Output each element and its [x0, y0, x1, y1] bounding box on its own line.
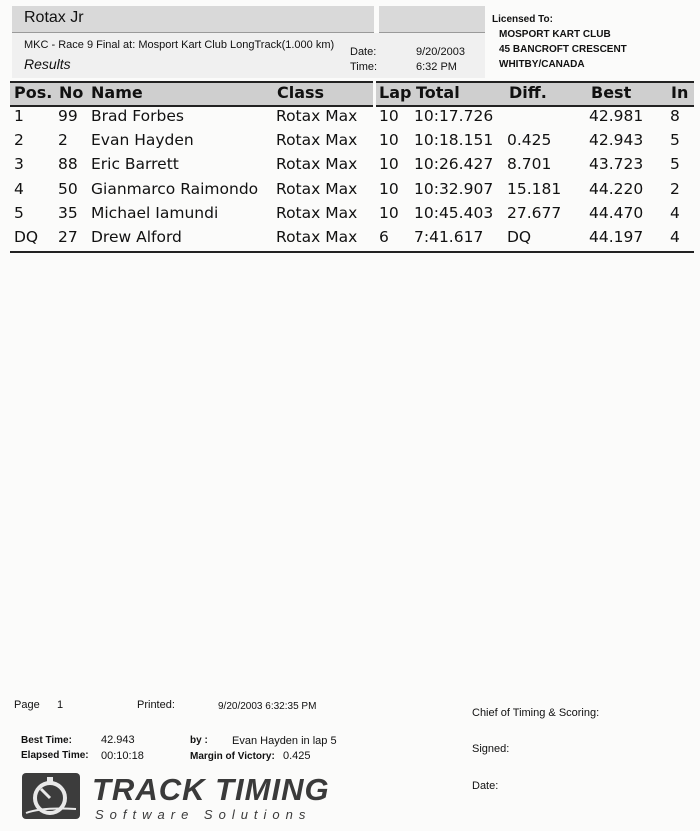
cell-pos: DQ — [14, 228, 39, 246]
cell-in: 8 — [670, 107, 680, 125]
cell-in: 5 — [670, 131, 680, 149]
cell-diff: 27.677 — [507, 204, 562, 222]
signed-label: Signed: — [472, 743, 510, 755]
cell-name: Gianmarco Raimondo — [91, 180, 259, 198]
col-pos-header: Pos. — [14, 83, 53, 102]
stopwatch-logo-icon — [22, 773, 80, 819]
printed-value: 9/20/2003 6:32:35 PM — [218, 701, 317, 712]
cell-name: Evan Hayden — [91, 131, 194, 149]
cell-diff: 0.425 — [507, 131, 552, 149]
cell-no: 88 — [58, 155, 78, 173]
cell-pos: 1 — [14, 107, 24, 125]
results-label: Results — [24, 56, 71, 72]
col-class-header: Class — [277, 83, 325, 102]
cell-lap: 10 — [379, 107, 399, 125]
cell-best: 44.470 — [589, 204, 644, 222]
cell-total: 7:41.617 — [414, 228, 484, 246]
cell-class: Rotax Max — [276, 180, 358, 198]
cell-lap: 10 — [379, 180, 399, 198]
margin-label: Margin of Victory: — [190, 751, 275, 762]
cell-diff: 15.181 — [507, 180, 562, 198]
cell-pos: 2 — [14, 131, 24, 149]
footer-date-label: Date: — [472, 780, 499, 792]
cell-in: 5 — [670, 155, 680, 173]
date-label: Date: — [350, 46, 377, 58]
col-best-header: Best — [591, 83, 632, 102]
cell-total: 10:45.403 — [414, 204, 494, 222]
cell-name: Eric Barrett — [91, 155, 179, 173]
cell-lap: 6 — [379, 228, 389, 246]
cell-best: 43.723 — [589, 155, 644, 173]
cell-name: Drew Alford — [91, 228, 182, 246]
club-address: 45 BANCROFT CRESCENT — [499, 44, 627, 55]
cell-best: 44.220 — [589, 180, 644, 198]
best-time-label: Best Time: — [21, 735, 72, 746]
time-value: 6:32 PM — [416, 61, 457, 73]
col-in-header: In — [671, 83, 689, 102]
cell-class: Rotax Max — [276, 155, 358, 173]
cell-class: Rotax Max — [276, 204, 358, 222]
cell-total: 10:18.151 — [414, 131, 494, 149]
cell-total: 10:17.726 — [414, 107, 494, 125]
table-row — [0, 204, 700, 228]
col-no-header: No — [59, 83, 84, 102]
title-bar-extension — [379, 6, 485, 33]
cell-total: 10:32.907 — [414, 180, 494, 198]
table-row — [0, 228, 700, 252]
cell-pos: 3 — [14, 155, 24, 173]
cell-pos: 5 — [14, 204, 24, 222]
cell-best: 42.943 — [589, 131, 644, 149]
elapsed-time-label: Elapsed Time: — [21, 750, 89, 761]
cell-best: 42.981 — [589, 107, 644, 125]
table-row — [0, 107, 700, 131]
by-value: Evan Hayden in lap 5 — [232, 735, 337, 747]
cell-lap: 10 — [379, 204, 399, 222]
best-time-value: 42.943 — [101, 734, 135, 746]
cell-no: 27 — [58, 228, 78, 246]
cell-lap: 10 — [379, 155, 399, 173]
cell-no: 2 — [58, 131, 68, 149]
cell-class: Rotax Max — [276, 107, 358, 125]
cell-in: 4 — [670, 228, 680, 246]
race-description: MKC - Race 9 Final at: Mosport Kart Club LongTrack(1.000 km) — [24, 39, 335, 51]
cell-class: Rotax Max — [276, 228, 358, 246]
col-diff-header: Diff. — [509, 83, 547, 102]
cell-best: 44.197 — [589, 228, 644, 246]
cell-no: 35 — [58, 204, 78, 222]
cell-in: 4 — [670, 204, 680, 222]
table-row — [0, 180, 700, 204]
cell-no: 50 — [58, 180, 78, 198]
logo-subtitle: Software Solutions — [95, 807, 312, 822]
cell-name: Michael Iamundi — [91, 204, 219, 222]
club-name: MOSPORT KART CLUB — [499, 29, 611, 40]
by-label: by : — [190, 735, 208, 746]
cell-class: Rotax Max — [276, 131, 358, 149]
cell-in: 2 — [670, 180, 680, 198]
col-lap-header: Lap — [379, 83, 412, 102]
cell-diff: DQ — [507, 228, 532, 246]
page-number: 1 — [57, 699, 64, 711]
col-total-header: Total — [416, 83, 460, 102]
cell-pos: 4 — [14, 180, 24, 198]
cell-diff: 8.701 — [507, 155, 552, 173]
page-title: Rotax Jr — [24, 9, 84, 26]
table-bottom-rule — [10, 251, 694, 253]
table-row — [0, 131, 700, 155]
page-label: Page — [14, 699, 40, 711]
printed-label: Printed: — [137, 699, 175, 711]
licensed-to-label: Licensed To: — [492, 14, 553, 25]
col-name-header: Name — [91, 83, 143, 102]
margin-value: 0.425 — [283, 750, 311, 762]
cell-lap: 10 — [379, 131, 399, 149]
cell-name: Brad Forbes — [91, 107, 184, 125]
time-label: Time: — [350, 61, 378, 73]
table-row — [0, 155, 700, 179]
cell-no: 99 — [58, 107, 78, 125]
club-city: WHITBY/CANADA — [499, 59, 585, 70]
chief-label: Chief of Timing & Scoring: — [472, 707, 600, 719]
elapsed-time-value: 00:10:18 — [101, 750, 144, 762]
logo-wordmark: TRACK TIMING — [92, 772, 330, 807]
date-value: 9/20/2003 — [416, 46, 465, 58]
header-separator — [373, 81, 376, 107]
cell-total: 10:26.427 — [414, 155, 494, 173]
